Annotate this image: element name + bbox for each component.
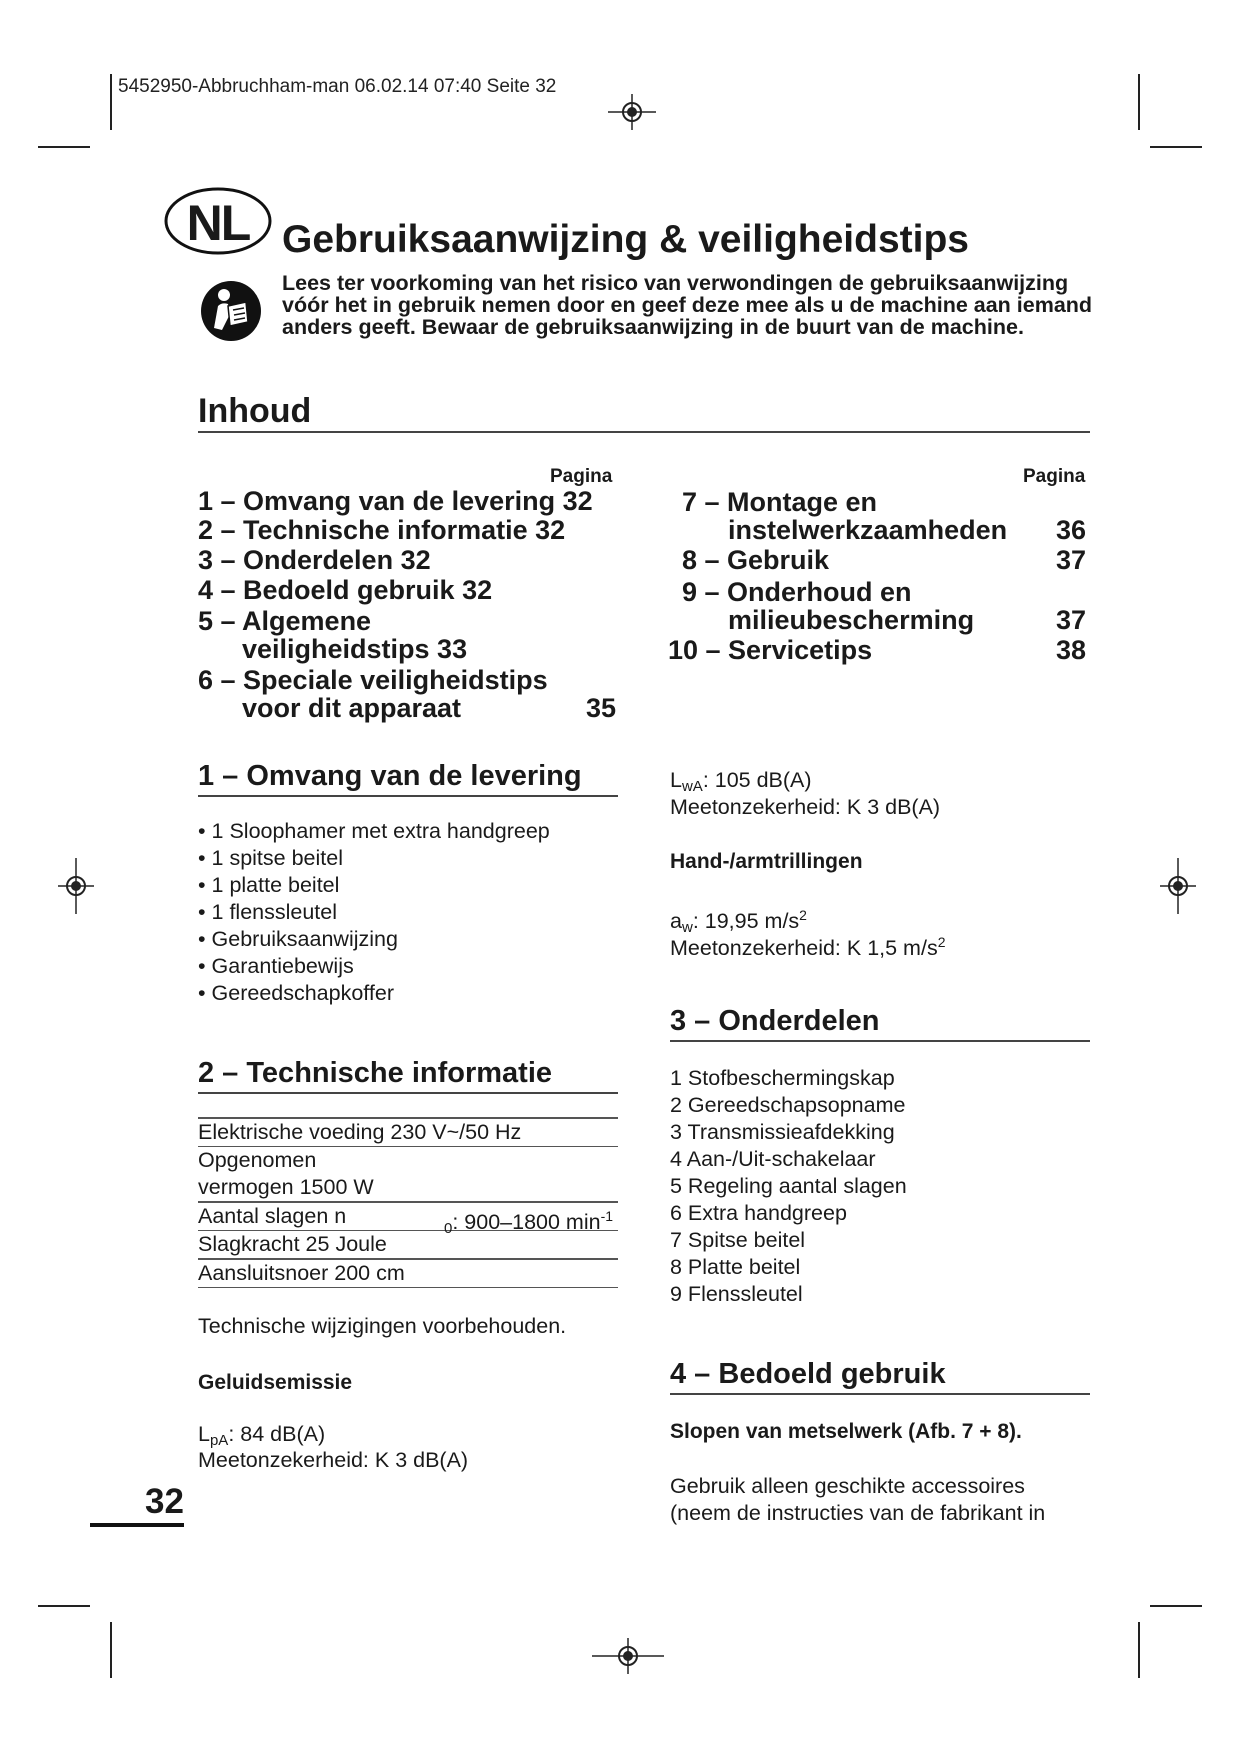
page-number: 32 bbox=[145, 1482, 184, 1521]
spec-row: Elektrische voeding 230 V~/50 Hz bbox=[198, 1119, 522, 1144]
toc-item[interactable]: 1 – Omvang van de levering 32 bbox=[198, 486, 593, 516]
list-item: • Gebruiksaanwijzing bbox=[198, 926, 550, 953]
toc-heading: Inhoud bbox=[198, 392, 312, 430]
crop-mark bbox=[110, 1622, 112, 1678]
spec-row bbox=[198, 1203, 618, 1237]
vibration-heading: Hand-/armtrillingen bbox=[670, 850, 863, 873]
divider bbox=[670, 1040, 1090, 1042]
noise-heading: Geluidsemissie bbox=[198, 1371, 353, 1394]
list-item: 8 Platte beitel bbox=[670, 1255, 801, 1279]
toc-item[interactable]: 7 – Montage en bbox=[682, 487, 878, 517]
toc-pagina-label: Pagina bbox=[550, 466, 613, 487]
registration-mark-icon bbox=[1160, 858, 1196, 914]
list-item: 7 Spitse beitel bbox=[670, 1228, 806, 1252]
list-item: • 1 flenssleutel bbox=[198, 899, 550, 926]
list-item: 9 Flenssleutel bbox=[670, 1282, 803, 1306]
toc-page-number: 37 bbox=[1055, 545, 1086, 575]
list-item: 6 Extra handgreep bbox=[670, 1201, 847, 1225]
parts-list bbox=[670, 1065, 907, 1308]
intro-warning: Lees ter voorkoming van het risico van verwondingen de gebruiksaanwijzing vóór het in gebruik nemen door en geef deze mee als u de machine aan iemand anders geeft. Bewaar de gebruiksaanwijzing in de buurt van de machine. bbox=[282, 271, 1093, 339]
noise-lpa: $L_{pA}$: 84 dB(A) bbox=[198, 1422, 326, 1449]
delivery-list bbox=[198, 818, 550, 1007]
spec-value: $_0$: 900–1800 $\min^{-1}$ bbox=[444, 1207, 614, 1237]
crop-mark bbox=[38, 146, 90, 148]
registration-mark-icon bbox=[58, 858, 94, 914]
toc-pagina-label: Pagina bbox=[1023, 466, 1086, 487]
list-item: 4 Aan-/Uit-schakelaar bbox=[670, 1147, 876, 1171]
spec-note: Technische wijzigingen voorbehouden. bbox=[198, 1314, 567, 1338]
divider bbox=[670, 1393, 1090, 1395]
crop-mark bbox=[1150, 1605, 1202, 1607]
noise-lpa-uncertainty: Meetonzekerheid: K 3 dB(A) bbox=[198, 1448, 469, 1472]
list-item: • 1 spitse beitel bbox=[198, 845, 550, 872]
section-heading: 4 – Bedoeld gebruik bbox=[670, 1358, 946, 1390]
list-item: • Garantiebewijs bbox=[198, 953, 550, 980]
noise-lwa-uncertainty: Meetonzekerheid: K 3 dB(A) bbox=[670, 795, 941, 819]
divider bbox=[198, 431, 1090, 433]
toc-item-cont[interactable]: voor dit apparaat bbox=[242, 693, 462, 723]
language-badge-text: NL bbox=[186, 195, 250, 251]
spec-row: Slagkracht 25 Joule bbox=[198, 1232, 387, 1256]
toc-page-number: 35 bbox=[585, 693, 616, 723]
crop-mark bbox=[1138, 1622, 1140, 1678]
divider bbox=[198, 795, 618, 797]
toc-item[interactable]: 9 – Onderhoud en bbox=[682, 577, 912, 607]
toc-item[interactable]: 3 – Onderdelen 32 bbox=[198, 545, 431, 575]
toc-item[interactable]: 5 – Algemene bbox=[198, 606, 372, 636]
section-heading: 1 – Omvang van de levering bbox=[198, 760, 582, 792]
vibration-aw: $a_w$: 19,95 $m/s^2$ bbox=[670, 907, 807, 936]
list-item: 2 Gereedschapsopname bbox=[670, 1093, 906, 1117]
spec-row: Opgenomen bbox=[198, 1148, 317, 1172]
toc-page-number: 37 bbox=[1055, 605, 1086, 635]
list-item: • Gereedschapkoffer bbox=[198, 980, 550, 1007]
toc-item[interactable]: 4 – Bedoeld gebruik 32 bbox=[198, 575, 493, 605]
list-item: 5 Regeling aantal slagen bbox=[670, 1174, 907, 1198]
crop-mark bbox=[110, 74, 112, 130]
noise-lwa: $L_{wA}$: 105 dB(A) bbox=[670, 768, 812, 795]
usage-subheading: Slopen van metselwerk (Afb. 7 + 8). bbox=[670, 1420, 1022, 1443]
spec-row: vermogen 1500 W bbox=[198, 1175, 374, 1199]
print-slug: 5452950-Abbruchham-man 06.02.14 07:40 Seite 32 bbox=[118, 76, 557, 97]
section-heading: 3 – Onderdelen bbox=[670, 1005, 880, 1037]
crop-mark bbox=[38, 1605, 90, 1607]
list-item: 1 Stofbeschermingskap bbox=[670, 1066, 895, 1090]
section-heading: 2 – Technische informatie bbox=[198, 1057, 553, 1089]
list-item: 3 Transmissieafdekking bbox=[670, 1120, 895, 1144]
page-number-rule bbox=[90, 1523, 184, 1527]
vibration-uncertainty: Meetonzekerheid: K 1,5 $m/s^2$ bbox=[670, 934, 946, 960]
toc-page-number: 36 bbox=[1055, 515, 1086, 545]
registration-mark-icon bbox=[608, 94, 656, 130]
page-title: Gebruiksaanwijzing & veiligheidstips bbox=[282, 218, 969, 261]
toc-item[interactable]: 10 – Servicetips bbox=[668, 635, 873, 665]
toc-item-cont[interactable]: instelwerkzaamheden bbox=[728, 515, 1008, 545]
list-item: • 1 platte beitel bbox=[198, 872, 550, 899]
read-manual-icon bbox=[200, 280, 262, 342]
crop-mark bbox=[1138, 74, 1140, 130]
toc-item-cont[interactable]: veiligheidstips 33 bbox=[242, 634, 468, 664]
divider bbox=[198, 1092, 618, 1094]
toc-item[interactable]: 8 – Gebruik bbox=[682, 545, 830, 575]
list-item: • 1 Sloophamer met extra handgreep bbox=[198, 818, 550, 845]
registration-mark-icon bbox=[592, 1638, 664, 1674]
toc-item[interactable]: 6 – Speciale veiligheidstips bbox=[198, 665, 548, 695]
spec-table bbox=[198, 1117, 618, 1288]
spec-label: Aantal slagen n bbox=[198, 1203, 347, 1228]
language-badge bbox=[163, 186, 273, 256]
crop-mark bbox=[1150, 146, 1202, 148]
toc-page-number: 38 bbox=[1055, 635, 1086, 665]
toc-item[interactable]: 2 – Technische informatie 32 bbox=[198, 515, 566, 545]
usage-text: Gebruik alleen geschikte accessoires (neem de instructies van de fabrikant in bbox=[670, 1474, 1046, 1525]
spec-row: Aansluitsnoer 200 cm bbox=[198, 1260, 405, 1285]
toc-item-cont[interactable]: milieubescherming bbox=[728, 605, 975, 635]
